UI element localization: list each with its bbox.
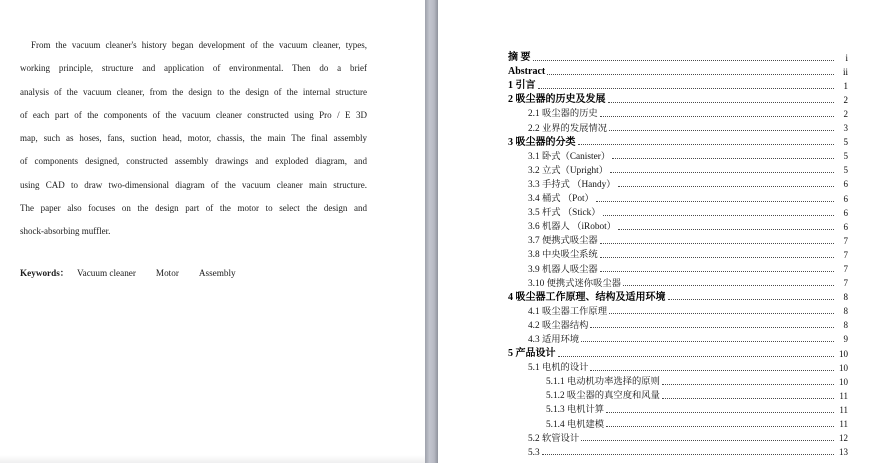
toc-leader-dots	[578, 144, 835, 145]
toc-entry-label: 4.1 吸尘器工作原理	[528, 306, 608, 317]
paragraph-line: of each part of the components of the vacuum cleaner constructed using Pro / E 3D	[20, 109, 367, 120]
toc-entry-label: 2 吸尘器的历史及发展	[508, 94, 606, 106]
toc-leader-dots	[600, 271, 834, 272]
toc-entry[interactable]	[508, 63, 848, 77]
toc-entry[interactable]	[508, 91, 848, 105]
toc-leader-dots	[533, 60, 835, 61]
toc-leader-dots	[600, 116, 834, 117]
paragraph-line: From the vacuum cleaner's history began development of the vacuum cleaner, types,	[31, 40, 367, 50]
toc-entry[interactable]	[508, 444, 848, 458]
toc-entry-label: 3.9 机器人吸尘器	[528, 264, 598, 275]
toc-entry[interactable]	[508, 415, 848, 429]
toc-page-number: 1	[843, 80, 848, 91]
toc-leader-dots	[668, 299, 835, 300]
toc-page-number: 10	[839, 348, 848, 359]
toc-entry[interactable]	[508, 387, 848, 401]
toc-entry[interactable]	[508, 246, 848, 260]
toc-entry[interactable]	[508, 49, 848, 63]
toc-entry[interactable]	[508, 275, 848, 289]
paragraph-line: of components designed, constructed assembly drawings and exploded diagram, and	[20, 156, 367, 167]
toc-entry-label: 3.3 手持式 （Handy）	[528, 179, 616, 190]
toc-page-number: 2	[843, 94, 848, 105]
toc-entry[interactable]	[508, 303, 848, 317]
toc-leader-dots	[542, 454, 834, 455]
toc-page-number: 6	[843, 193, 848, 204]
toc-entry-label: 5.1 电机的设计	[528, 363, 589, 374]
toc-page-number: 3	[843, 123, 848, 134]
toc-entry[interactable]	[508, 176, 848, 190]
toc-entry[interactable]	[508, 148, 848, 162]
toc-leader-dots	[600, 257, 834, 258]
toc-entry-label: 3.5 杆式 （Stick）	[528, 208, 601, 219]
toc-page-number: 2	[843, 108, 848, 119]
toc-leader-dots	[581, 341, 834, 342]
toc-leader-dots	[600, 243, 834, 244]
paragraph-line: map, such as hoses, fans, suction head, motor, chassis, the main The final assembly	[20, 133, 367, 144]
keywords-label: Keywords：	[20, 267, 69, 278]
toc-leader-dots	[609, 130, 834, 131]
toc-entry[interactable]	[508, 345, 848, 359]
toc-entry[interactable]	[508, 119, 848, 133]
toc-page-number: 13	[839, 447, 848, 458]
toc-leader-dots	[610, 172, 834, 173]
toc-page-number: 7	[843, 249, 848, 260]
paragraph-line: using CAD to draw two-dimensional diagram of the vacuum cleaner main structure.	[20, 179, 367, 190]
toc-page-number: 6	[843, 221, 848, 232]
toc-leader-dots	[609, 313, 834, 314]
toc-page-number: 7	[843, 264, 848, 274]
toc-leader-dots	[608, 102, 835, 103]
keyword-item: Motor	[155, 267, 179, 278]
toc-entry[interactable]	[508, 190, 848, 204]
toc-entry[interactable]	[508, 204, 848, 218]
toc-entry-label: 2.1 吸尘器的历史	[528, 109, 598, 120]
toc-page-number: 6	[843, 207, 848, 218]
toc-entry-label: 3.4 桶式 （Pot）	[528, 194, 594, 205]
toc-leader-dots	[590, 327, 834, 328]
toc-page-number: 8	[843, 320, 848, 331]
toc-entry[interactable]	[508, 77, 848, 91]
toc-leader-dots	[662, 384, 834, 385]
table-of-contents	[508, 49, 848, 458]
abstract-paragraph	[20, 34, 367, 244]
toc-entry[interactable]	[508, 373, 848, 387]
toc-leader-dots	[662, 398, 834, 399]
toc-entry[interactable]	[508, 162, 848, 176]
toc-leader-dots	[603, 215, 834, 216]
toc-entry-label: 3.7 便携式吸尘器	[528, 236, 598, 247]
keywords-line	[20, 265, 425, 279]
toc-page-number: 8	[843, 306, 848, 317]
toc-entry-label: 4 吸尘器工作原理、结构及适用环境	[508, 291, 666, 303]
toc-leader-dots	[606, 426, 834, 427]
toc-page-number: 11	[839, 404, 848, 415]
toc-page-number: 10	[839, 362, 848, 373]
toc-page-number: 5	[843, 137, 848, 148]
toc-entry-label: 5.2 软管设计	[528, 433, 580, 444]
toc-page-number: 5	[843, 151, 848, 162]
toc-leader-dots	[618, 229, 834, 230]
toc-page-number: i	[845, 52, 848, 63]
toc-entry-label: 3.2 立式（Upright）	[528, 165, 609, 176]
toc-entry-label: 3.6 机器人 （iRobot）	[528, 222, 617, 233]
toc-entry[interactable]	[508, 430, 848, 444]
paragraph-line: working principle, structure and application of environmental. Then do a brief	[20, 63, 367, 74]
toc-entry-label: 5.1.2 吸尘器的真空度和风量	[546, 391, 660, 402]
toc-entry-label: 3.1 卧式（Canister）	[528, 151, 611, 162]
toc-page-number: 5	[843, 165, 848, 176]
toc-entry[interactable]	[508, 331, 848, 345]
toc-entry-label: 摘 要	[508, 52, 531, 64]
toc-entry[interactable]	[508, 289, 848, 303]
toc-page-number: 10	[839, 376, 848, 387]
toc-entry-label: 3.8 中央吸尘系统	[528, 250, 598, 261]
toc-leader-dots	[612, 158, 834, 159]
page-toc	[438, 0, 887, 463]
toc-leader-dots	[558, 356, 835, 357]
toc-entry[interactable]	[508, 401, 848, 415]
toc-page-number: 8	[843, 292, 848, 303]
toc-entry-label: 3 吸尘器的分类	[508, 136, 576, 148]
toc-page-number: 11	[839, 419, 848, 430]
toc-page-number: 11	[839, 390, 848, 401]
paragraph-line: shock-absorbing muffler.	[20, 226, 111, 237]
toc-leader-dots	[547, 74, 834, 75]
toc-leader-dots	[538, 88, 835, 89]
toc-entry[interactable]	[508, 232, 848, 246]
toc-page-number: 7	[843, 278, 848, 289]
toc-leader-dots	[596, 201, 834, 202]
toc-entry-label: 3.10 便携式迷你吸尘器	[528, 278, 621, 289]
toc-leader-dots	[618, 186, 834, 187]
toc-entry[interactable]	[508, 317, 848, 331]
page-abstract	[0, 0, 425, 463]
toc-page-number: ii	[842, 66, 848, 77]
paragraph-line: The paper also focuses on the design part of the motor to select the design and	[20, 203, 367, 214]
toc-leader-dots	[590, 370, 834, 371]
toc-entry[interactable]	[508, 105, 848, 119]
toc-entry-label: 5 产品设计	[508, 348, 556, 360]
toc-entry-label: 5.3	[528, 447, 540, 458]
paragraph-line: analysis of the vacuum cleaner, from the design to the design of the internal structure	[20, 86, 367, 97]
toc-entry-label: 4.2 吸尘器结构	[528, 320, 589, 331]
toc-page-number: 12	[839, 433, 848, 444]
toc-page-number: 9	[843, 334, 848, 345]
toc-entry-label: 4.3 适用环境	[528, 334, 580, 345]
toc-entry[interactable]	[508, 260, 848, 274]
toc-entry[interactable]	[508, 218, 848, 232]
toc-entry-label: 1 引言	[508, 80, 536, 92]
toc-entry-label: 5.1.1 电动机功率选择的原则	[546, 377, 660, 388]
toc-leader-dots	[623, 285, 834, 286]
toc-leader-dots	[581, 440, 834, 441]
toc-leader-dots	[606, 412, 834, 413]
toc-entry[interactable]	[508, 134, 848, 148]
keyword-item: Vacuum cleaner	[77, 267, 136, 278]
toc-entry-label: Abstract	[508, 66, 546, 78]
toc-page-number: 6	[843, 179, 848, 190]
toc-page-number: 7	[843, 235, 848, 246]
page-divider	[425, 0, 438, 463]
toc-entry-label: 5.1.3 电机计算	[546, 405, 605, 416]
toc-entry[interactable]	[508, 359, 848, 373]
toc-entry-label: 2.2 业界的发展情况	[528, 123, 608, 134]
keyword-item: Assembly	[198, 267, 236, 278]
toc-entry-label: 5.1.4 电机建模	[546, 419, 605, 430]
